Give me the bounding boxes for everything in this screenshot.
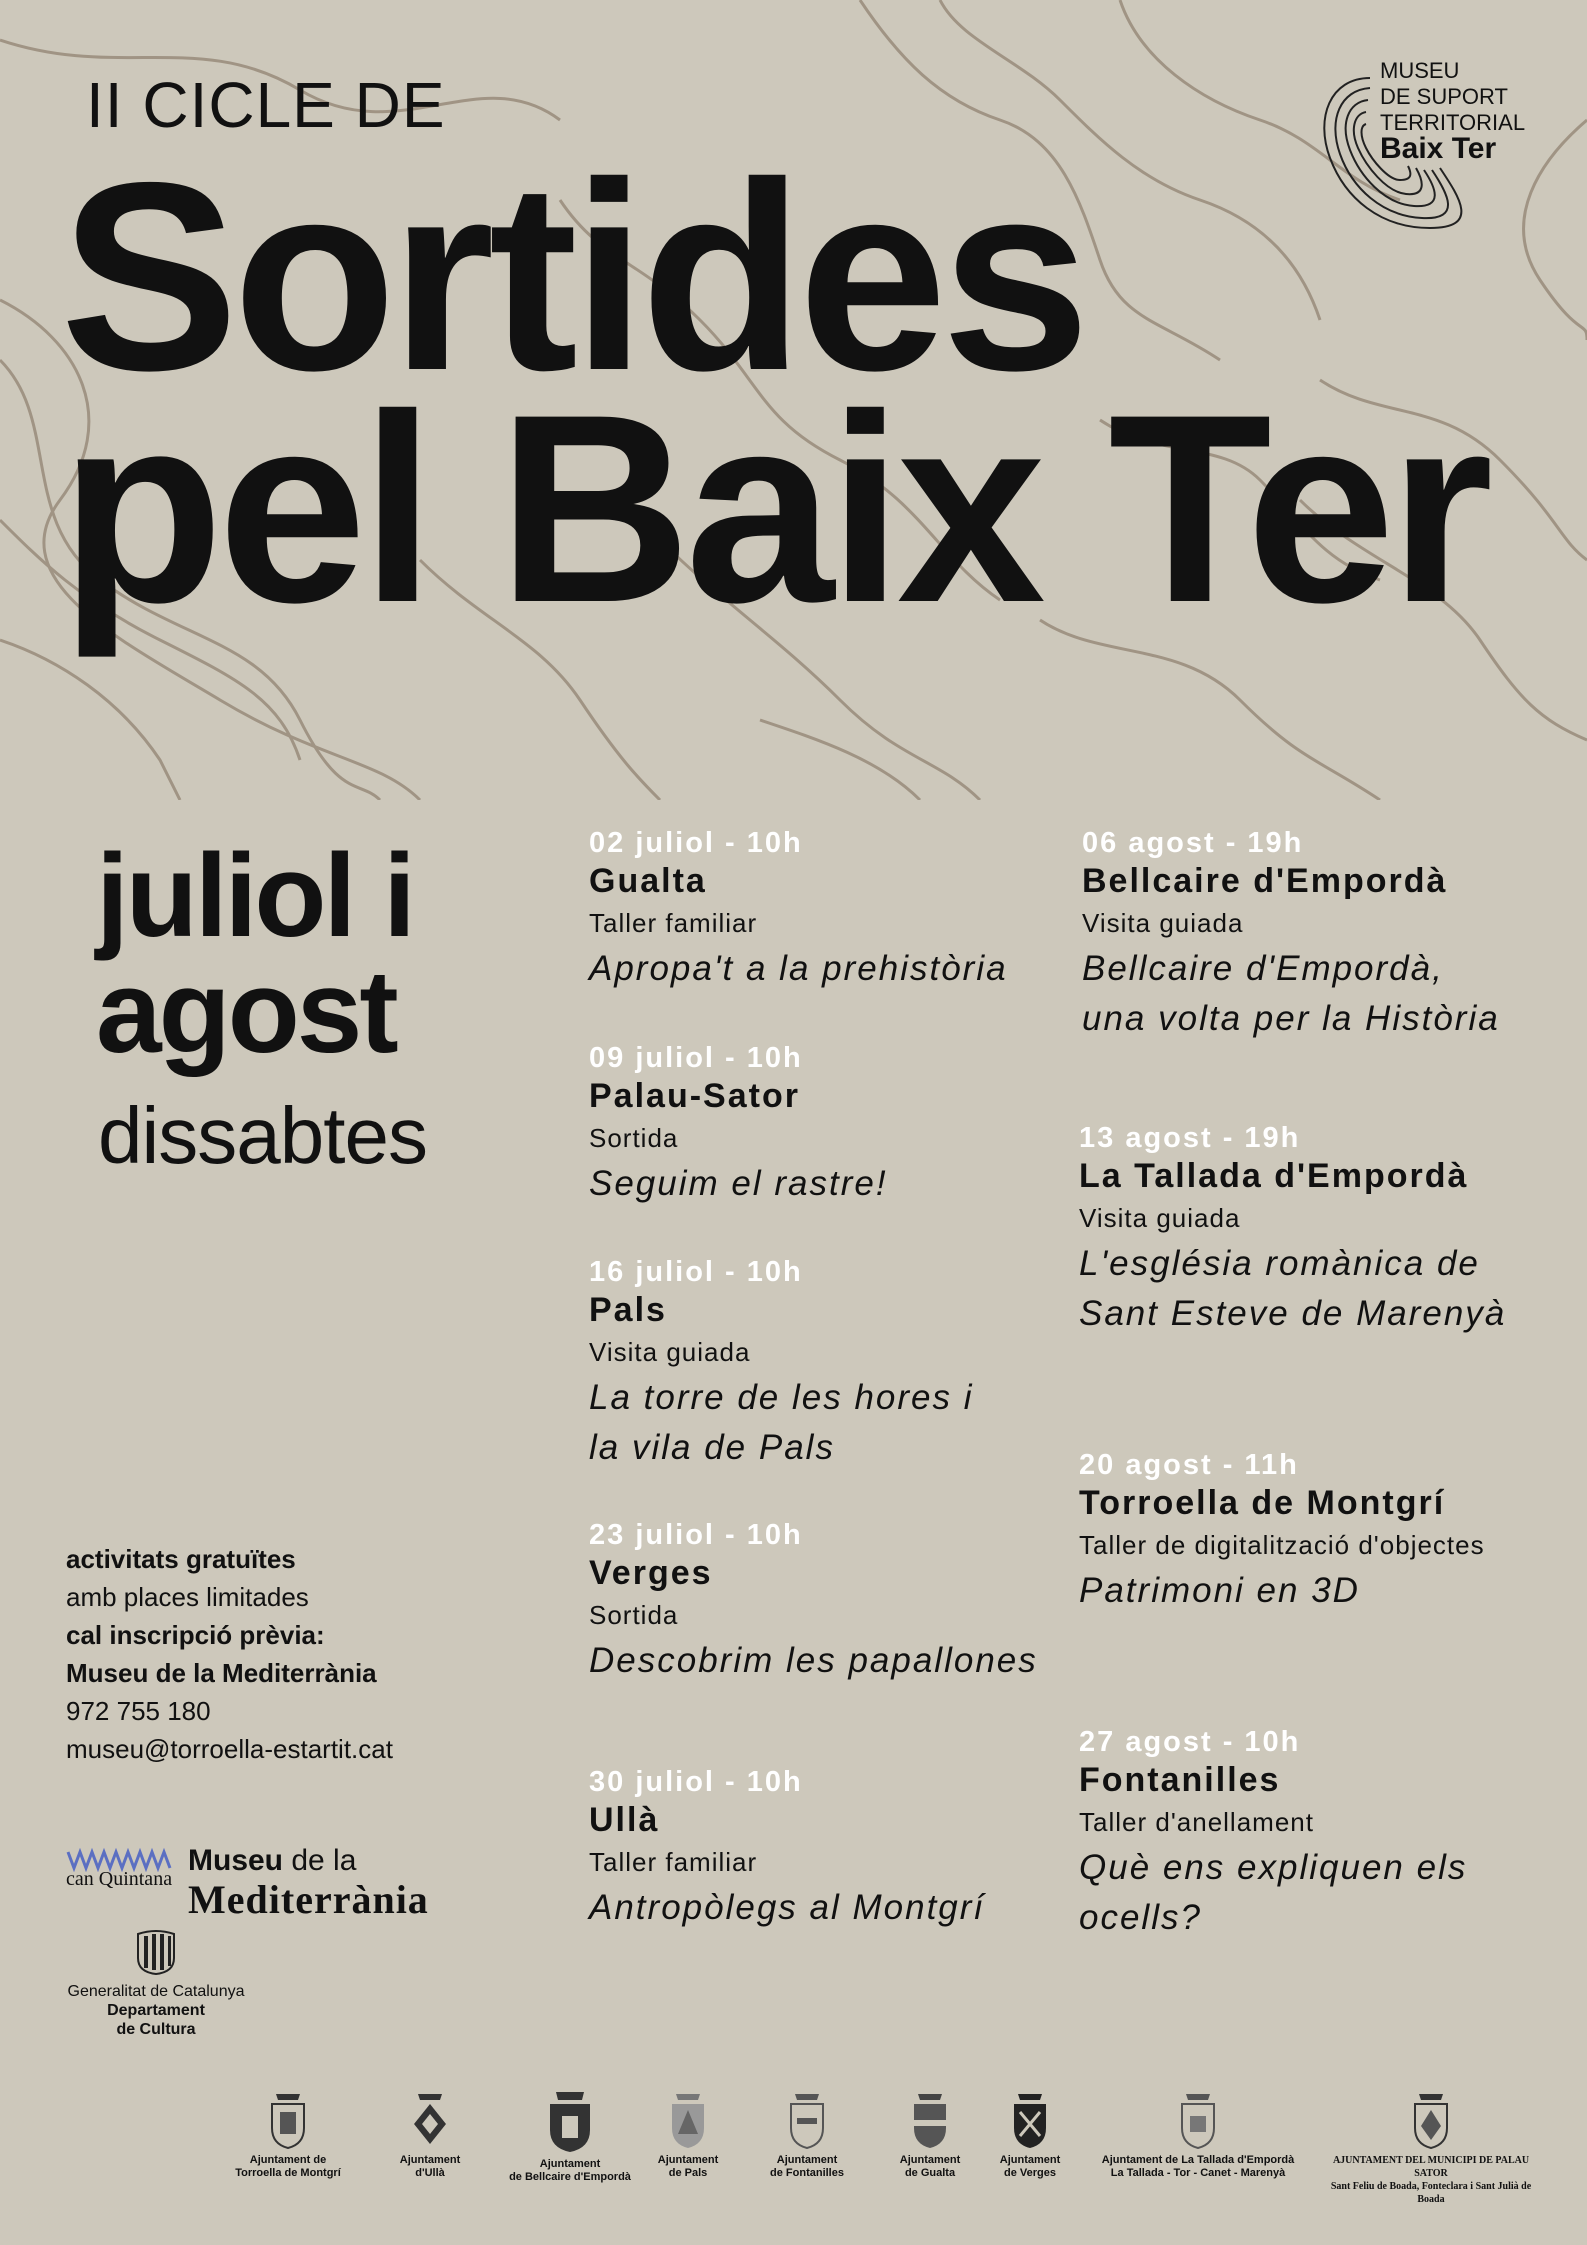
event-place: Fontanilles [1079,1761,1281,1799]
event-name: Descobrim les papallones [589,1641,1038,1680]
event-ulla [589,1765,985,1933]
event-type: Visita guiada [1082,908,1244,938]
event-date: 06 agost - 19h [1082,827,1304,859]
event-gualta [589,826,1008,994]
info-organizer: Museu de la Mediterrània [66,1658,377,1688]
event-date: 23 juliol - 10h [589,1519,803,1551]
event-date: 27 agost - 10h [1079,1726,1301,1758]
crest-icon [546,2090,594,2154]
event-date: 09 juliol - 10h [589,1042,803,1074]
department-line-2: de Cultura [116,2021,196,2038]
crest-icon [787,2090,827,2150]
logo-line-4: Baix Ter [1380,132,1497,165]
event-verges [589,1518,1038,1686]
event-name: L'església romànica de Sant Esteve de Marenyà [1079,1244,1507,1333]
de-la-word: de la [283,1844,357,1877]
info-phone[interactable]: 972 755 180 [66,1696,211,1726]
info-limited: amb places limitades [66,1582,309,1612]
event-date: 16 juliol - 10h [589,1256,803,1288]
event-place: Torroella de Montgrí [1079,1484,1446,1522]
main-title [60,126,1488,658]
catalonia-shield-icon [134,1928,178,1976]
mediterrania-word: Mediterrània [188,1877,429,1922]
info-registration: cal inscripció prèvia: [66,1620,325,1650]
event-name: Patrimoni en 3D [1079,1571,1360,1610]
event-type: Visita guiada [589,1337,751,1367]
event-date: 30 juliol - 10h [589,1766,803,1798]
event-la-tallada [1079,1121,1506,1339]
ajuntament-fontanilles: Ajuntament de Fontanilles [752,2090,862,2180]
generalitat-logo [66,1928,246,2039]
crest-icon [910,2090,950,2150]
event-name: Apropa't a la prehistòria [589,949,1008,988]
crest-icon [1178,2090,1218,2150]
ajuntament-pals: Ajuntament de Pals [648,2090,728,2180]
event-name: Què ens expliquen els ocells? [1079,1848,1468,1937]
event-name: Seguim el rastre! [589,1164,888,1203]
ajuntament-gualta: Ajuntament de Gualta [880,2090,980,2180]
event-date: 20 agost - 11h [1079,1449,1299,1481]
museu-word: Museu [188,1844,284,1877]
event-type: Sortida [589,1600,679,1630]
title-line-1: Sortides [60,126,1085,426]
event-name: Antropòlegs al Montgrí [589,1888,986,1927]
logo-line-1: MUSEU [1380,58,1460,83]
ajuntament-bellcaire: Ajuntament de Bellcaire d'Empordà [496,2090,644,2184]
event-type: Sortida [589,1123,679,1153]
info-free: activitats gratuïtes [66,1544,296,1574]
days-label: dissabtes [98,1091,427,1180]
pretitle: II CICLE DE [86,69,446,141]
event-name: La torre de les hores i la vila de Pals [589,1378,974,1467]
event-bellcaire [1082,826,1500,1044]
months-line-2: agost [96,946,396,1078]
event-palau-sator [589,1041,888,1209]
event-pals [589,1255,974,1473]
event-torroella [1079,1448,1485,1616]
event-date: 02 juliol - 10h [589,827,803,859]
event-name: Bellcaire d'Empordà, una volta per la Història [1082,949,1500,1038]
event-place: Gualta [589,862,707,900]
generalitat-name: Generalitat de Catalunya [67,1983,245,2000]
event-place: Pals [589,1291,667,1329]
crest-icon [1411,2090,1451,2150]
can-quintana-logo [66,1846,176,1894]
department-line-1: Departament [107,2002,205,2019]
ajuntament-torroella: Ajuntament de Torroella de Montgrí [218,2090,358,2180]
logo-line-2: DE SUPORT [1380,84,1508,109]
logo-line-3: TERRITORIAL [1380,110,1526,135]
event-type: Taller d'anellament [1079,1807,1314,1837]
title-line-2: pel Baix Ter [60,358,1488,658]
museu-baix-ter-logo [1310,58,1540,238]
months-heading [96,830,413,1078]
museu-mediterrania-logo [188,1844,429,1926]
event-type: Taller familiar [589,908,758,938]
event-type: Taller de digitalització d'objectes [1079,1530,1485,1560]
registration-info [66,1540,393,1768]
months-line-1: juliol i [96,830,413,962]
ajuntament-palau-sator: AJUNTAMENT DEL MUNICIPI DE PALAU SATOR Sant Feliu de Boada, Fonteclara i Sant Julià de Boada [1316,2090,1546,2206]
info-email[interactable]: museu@torroella-estartit.cat [66,1734,393,1764]
event-type: Visita guiada [1079,1203,1241,1233]
event-place: Verges [589,1554,713,1592]
event-place: Ullà [589,1801,660,1839]
ajuntament-la-tallada: Ajuntament de La Tallada d'Empordà La Tallada - Tor - Canet - Marenyà [1088,2090,1308,2180]
ajuntament-ulla: Ajuntament d'Ullà [380,2090,480,2180]
event-place: La Tallada d'Empordà [1079,1157,1469,1195]
crest-icon [1010,2090,1050,2150]
event-type: Taller familiar [589,1847,758,1877]
event-date: 13 agost - 19h [1079,1122,1301,1154]
crest-icon [668,2090,708,2150]
ajuntament-verges: Ajuntament de Verges [990,2090,1070,2180]
event-place: Bellcaire d'Empordà [1082,862,1448,900]
crest-icon [268,2090,308,2150]
logo-text [1380,58,1526,165]
crest-icon [410,2090,450,2150]
can-quintana-label: can Quintana [66,1868,173,1890]
event-fontanilles [1079,1725,1467,1943]
event-place: Palau-Sator [589,1077,800,1115]
